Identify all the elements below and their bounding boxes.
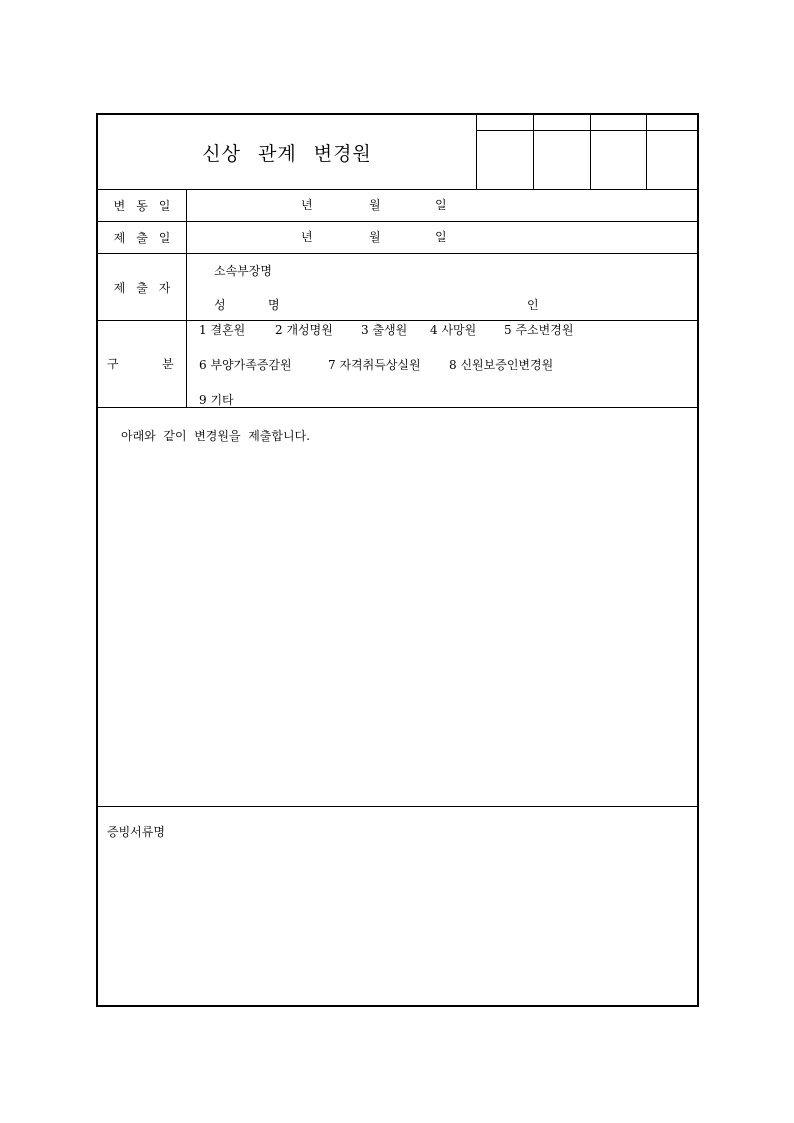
- change-date-day: 일: [435, 198, 447, 212]
- approval-box-2[interactable]: [534, 131, 590, 188]
- evidence-area[interactable]: [98, 807, 697, 1005]
- form-title: 신상 관계 변경원: [202, 142, 372, 165]
- category-option-dependents[interactable]: 6 부양가족증감원: [199, 358, 292, 372]
- category-option-name-change[interactable]: 2 개성명원: [275, 323, 333, 337]
- category-option-marriage[interactable]: 1 결혼원: [199, 323, 246, 337]
- category-option-address-change[interactable]: 5 주소변경원: [504, 323, 574, 337]
- submit-date-month: 월: [369, 230, 381, 244]
- category-option-death[interactable]: 4 사망원: [430, 323, 477, 337]
- submit-date-label: 제출일: [113, 231, 182, 245]
- change-date-label: 변동일: [113, 199, 182, 213]
- submit-date-field[interactable]: [187, 222, 697, 253]
- submit-date-day: 일: [435, 230, 447, 244]
- change-date-month: 월: [369, 198, 381, 212]
- change-request-form: [96, 113, 699, 1007]
- approval-box-3[interactable]: [591, 131, 646, 188]
- statement-area[interactable]: [98, 408, 697, 806]
- approval-box-4[interactable]: [647, 131, 697, 188]
- change-date-year: 년: [301, 198, 313, 212]
- category-option-birth[interactable]: 3 출생원: [361, 323, 408, 337]
- change-date-field[interactable]: [187, 190, 697, 221]
- evidence-label: 증빙서류명: [107, 825, 165, 839]
- category-options: [187, 321, 697, 407]
- statement-text: 아래와 같이 변경원을 제출합니다.: [121, 429, 310, 443]
- approval-box-1[interactable]: [476, 131, 533, 188]
- submitter-label: 제출자: [113, 280, 182, 295]
- name-label-first: 성: [214, 298, 226, 312]
- category-option-other[interactable]: 9 기타: [199, 393, 234, 407]
- category-option-qualification[interactable]: 7 자격취득상실원: [328, 358, 421, 372]
- dept-head-label: 소속부장명: [214, 264, 272, 278]
- category-option-guarantor-change[interactable]: 8 신원보증인변경원: [449, 358, 554, 372]
- category-label-second: 분: [162, 357, 174, 371]
- submitter-field[interactable]: [187, 254, 697, 320]
- seal-label: 인: [527, 298, 539, 312]
- submit-date-year: 년: [301, 230, 313, 244]
- category-label-first: 구: [107, 357, 119, 371]
- name-label-second: 명: [268, 298, 280, 312]
